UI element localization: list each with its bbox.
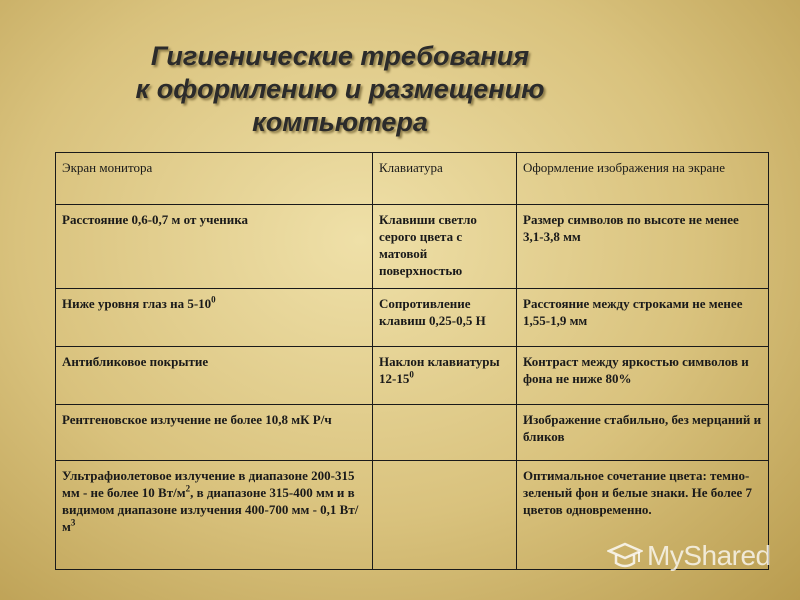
superscript: 0 [211,294,216,305]
watermark-text: MyShared [647,540,771,571]
table-cell [373,405,517,461]
superscript: 2 [185,483,191,494]
cell-text: Ниже уровня глаз на 5-10 [62,296,212,311]
table-row [56,405,769,461]
table-row [56,205,769,289]
header-image-design: Оформление изображения на экране [517,153,769,205]
table-cell: Антибликовое покрытие [56,347,373,405]
table-cell: Оптимальное сочетание цвета: темно-зеленый фон и белые знаки. Не более 7 цветов одновременно. [517,461,769,570]
header-monitor-screen: Экран монитора [56,153,373,205]
cell-text: , в диапазоне 315-400 мм и в видимом диапазоне излучения 400-700 мм - 0,1 Вт/м [62,485,359,534]
table-row [56,289,769,347]
title-line-1: Гигиенические требования [150,41,530,71]
table-cell [373,461,517,570]
table-cell: Сопротивление клавиш 0,25-0,5 Н [373,289,517,347]
header-keyboard: Клавиатура [373,153,517,205]
title-line-3: компьютера [252,107,428,137]
title-line-2: к оформлению и размещению [135,74,545,104]
requirements-table [55,152,769,570]
table-cell [373,347,517,405]
table-cell: Расстояние между строками не менее 1,55-1,9 мм [517,289,769,347]
table-row [56,347,769,405]
table-cell: Изображение стабильно, без мерцаний и бликов [517,405,769,461]
myshared-watermark [607,534,787,578]
superscript: 3 [70,517,76,528]
slide-title [60,40,620,139]
cell-text: Наклон клавиатуры 12-15 [379,354,500,386]
table-header-row [56,153,769,205]
table-cell: Размер символов по высоте не менее 3,1-3,8 мм [517,205,769,289]
table-cell [56,461,373,570]
cell-text: Ультрафиолетовое излучение в диапазоне 200-315 мм - не более 10 Вт/м [62,468,355,500]
table-cell: Рентгеновское излучение не более 10,8 мК Р/ч [56,405,373,461]
table-cell: Расстояние 0,6-0,7 м от ученика [56,205,373,289]
table-cell: Клавиши светло серого цвета с матовой поверхностью [373,205,517,289]
table-cell [56,289,373,347]
superscript: 0 [409,369,414,380]
table-cell: Контраст между яркостью символов и фона не ниже 80% [517,347,769,405]
mortarboard-icon [607,538,643,574]
